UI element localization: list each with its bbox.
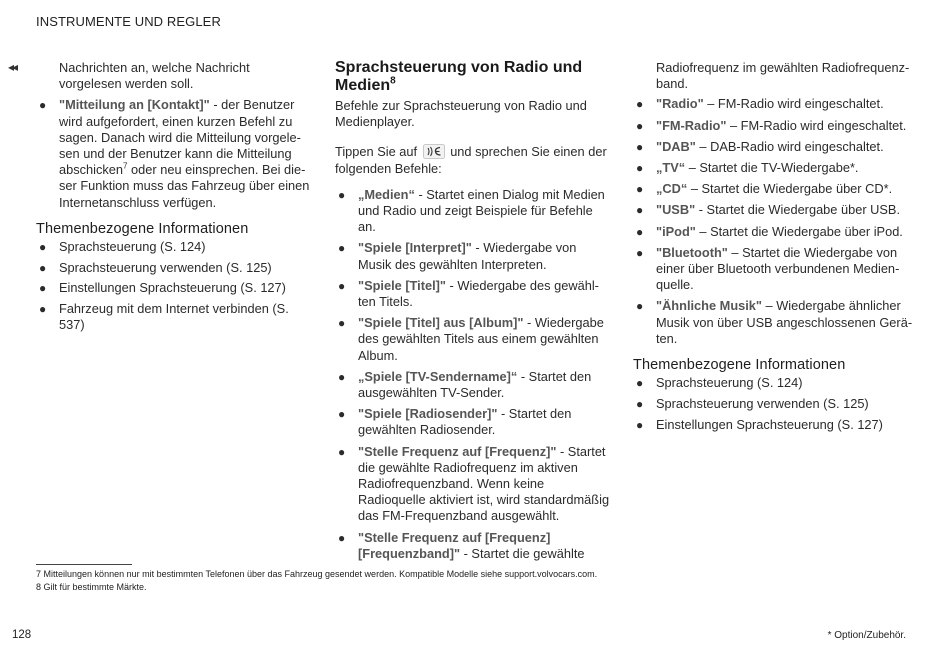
- bullet: ●: [338, 241, 346, 256]
- voice-command: "Bluetooth": [656, 244, 728, 260]
- instruction-text-b: und sprechen Sie einen der folgenden Befehle:: [335, 144, 607, 176]
- command-description: - Startet die gewählte Radiofrequenz im aktiven Radiofrequenzband. Wenn keine Radioquelle aktiviert ist, wird standardmäßig das FM-Frequenzband ausgewählt.: [358, 443, 610, 524]
- bullet: ●: [338, 187, 346, 202]
- related-link-item[interactable]: [36, 260, 311, 276]
- command-description: - Startet den gewählten Radiosender.: [358, 406, 572, 438]
- list-item: [633, 181, 913, 197]
- instruction-paragraph: [335, 144, 610, 176]
- voice-command: "Stelle Frequenz auf [Frequenz] [Frequenzband]": [358, 529, 551, 561]
- list-item: [633, 139, 913, 155]
- voice-command: "USB": [656, 202, 696, 218]
- section-title: [335, 59, 610, 95]
- voice-command: "Radio": [656, 96, 704, 112]
- voice-command: "Stelle Frequenz auf [Frequenz]": [358, 443, 557, 459]
- voice-command: „Medien“: [358, 186, 415, 202]
- voice-command: „Spiele [TV-Sendername]“: [358, 368, 518, 384]
- related-links: [633, 375, 913, 433]
- command-description: – FM-Radio wird eingeschaltet.: [726, 117, 907, 133]
- related-link-item[interactable]: [36, 280, 311, 296]
- related-info-title: Themenbezogene Informationen: [633, 357, 846, 374]
- footnote-number: 8: [36, 581, 42, 592]
- footnote-ref: 8: [390, 75, 396, 87]
- command-description: – Wiedergabe ähnlicher Musik von über USB angeschlossenen Geräten.: [656, 298, 913, 346]
- list-item: [633, 202, 913, 218]
- bullet: ●: [636, 97, 644, 112]
- voice-control-icon: [423, 144, 445, 159]
- bullet: ●: [636, 139, 644, 154]
- bullet: ●: [636, 224, 644, 239]
- list-item: [335, 369, 610, 401]
- related-link-item[interactable]: [36, 301, 311, 333]
- related-link-item[interactable]: [36, 239, 311, 255]
- bullet: ●: [39, 260, 47, 275]
- command-list: [36, 97, 311, 210]
- related-link[interactable]: Sprachsteuerung verwenden (S. 125): [59, 259, 272, 275]
- voice-command: „CD“: [656, 181, 688, 197]
- bullet: ●: [636, 161, 644, 176]
- command-description: – Startet die Wiedergabe über iPod.: [695, 223, 903, 239]
- list-item: [335, 240, 610, 272]
- list-item: [335, 187, 610, 236]
- command-description: - Wiedergabe des gewählten Titels aus einem gewählten Album.: [358, 315, 604, 363]
- voice-command: "Spiele [Titel]": [358, 277, 446, 293]
- bullet: ●: [338, 444, 346, 459]
- continuation-icon: ◂◂: [8, 60, 17, 74]
- bullet: ●: [39, 240, 47, 255]
- voice-command: "Ähnliche Musik": [656, 298, 762, 314]
- list-item: [335, 406, 610, 438]
- list-item: [633, 160, 913, 176]
- related-link-item[interactable]: [633, 396, 913, 412]
- voice-command: "Mitteilung an [Kontakt]": [59, 97, 210, 113]
- command-description: - Startet die Wiedergabe über USB.: [695, 202, 901, 218]
- list-item: [335, 530, 610, 562]
- list-item: [633, 298, 913, 347]
- list-item: [633, 118, 913, 134]
- bullet: ●: [636, 118, 644, 133]
- bullet: ●: [338, 369, 346, 384]
- bullet: ●: [636, 299, 644, 314]
- bullet: ●: [338, 407, 346, 422]
- related-link-item[interactable]: [633, 417, 913, 433]
- continued-paragraph: Nachrichten an, welche Nachricht vorgelesen werden soll.: [59, 60, 250, 92]
- voice-command: "Spiele [Titel] aus [Album]": [358, 315, 524, 331]
- bullet: ●: [636, 396, 644, 411]
- related-links: [36, 239, 311, 334]
- bullet: ●: [636, 182, 644, 197]
- column-3: [633, 60, 913, 437]
- list-item: [335, 278, 610, 310]
- instruction-text-a: Tippen Sie auf: [335, 144, 418, 160]
- continued-paragraph: Radiofrequenz im gewählten Radiofrequenzband.: [656, 60, 910, 92]
- command-description: – DAB-Radio wird eingeschaltet.: [695, 138, 884, 154]
- command-description-cont: oder neu einsprechen. Bei dieser Funktion muss das Fahrzeug über einen Internetanschluss verfügen.: [59, 162, 310, 210]
- list-item: [335, 315, 610, 364]
- related-link[interactable]: Fahrzeug mit dem Internet verbinden (S. 537): [59, 301, 289, 333]
- voice-command: "FM-Radio": [656, 117, 727, 133]
- footnote-divider: [36, 564, 132, 565]
- section-subtitle: Befehle zur Sprachsteuerung von Radio und Medienplayer.: [335, 98, 587, 130]
- footnote-number: 7: [36, 569, 42, 579]
- command-description: - Startet den ausgewählten TV-Sender.: [358, 368, 592, 401]
- command-description: – Startet die TV-Wiedergabe*.: [685, 160, 859, 176]
- list-item: [633, 96, 913, 112]
- footnote: [36, 581, 597, 594]
- related-link[interactable]: Sprachsteuerung verwenden (S. 125): [656, 395, 869, 411]
- page-number: 128: [12, 629, 32, 641]
- command-description: - Startet einen Dialog mit Medien und Radio und zeigt Beispiele für Befehle an.: [358, 186, 605, 235]
- bullet: ●: [39, 302, 47, 317]
- related-link[interactable]: Sprachsteuerung (S. 124): [656, 375, 803, 391]
- bullet: ●: [39, 281, 47, 296]
- command-description: - Startet die gewählte: [460, 545, 585, 561]
- footnote-ref: 7: [123, 161, 128, 171]
- command-list: [335, 187, 610, 562]
- command-description: – Startet die Wiedergabe über CD*.: [687, 181, 893, 197]
- command-description: – FM-Radio wird eingeschaltet.: [703, 96, 884, 112]
- voice-command: „TV“: [656, 160, 686, 176]
- footnote: [36, 568, 597, 581]
- command-description: - Wiedergabe des gewählten Titels.: [358, 277, 599, 310]
- section-title-text: Sprachsteuerung von Radio und Medien: [335, 59, 583, 94]
- option-note: * Option/Zubehör.: [827, 630, 906, 641]
- related-info-title: Themenbezogene Informationen: [36, 220, 249, 237]
- footnote-text: Gilt für bestimmte Märkte.: [43, 581, 147, 592]
- list-item: [335, 444, 610, 525]
- bullet: ●: [338, 530, 346, 545]
- list-item: [633, 245, 913, 294]
- related-link[interactable]: Einstellungen Sprachsteuerung (S. 127): [59, 280, 286, 296]
- column-1: [36, 60, 311, 338]
- command-list: [633, 96, 913, 347]
- list-item: [633, 224, 913, 240]
- voice-command: "Spiele [Radiosender]": [358, 406, 498, 422]
- bullet: ●: [636, 203, 644, 218]
- footnote-text: Mitteilungen können nur mit bestimmten Telefonen über das Fahrzeug gesendet werden. Kompatible Modelle siehe support.volvocars.com.: [43, 569, 598, 579]
- command-description: – Startet die Wiedergabe von einer über Bluetooth verbundenen Medienquelle.: [656, 244, 900, 293]
- bullet: ●: [636, 245, 644, 260]
- related-link-item[interactable]: [633, 375, 913, 391]
- bullet: ●: [338, 316, 346, 331]
- voice-command: "Spiele [Interpret]": [358, 240, 472, 256]
- command-description: - Wiedergabe von Musik des gewählten Interpreten.: [358, 240, 577, 272]
- related-link[interactable]: Sprachsteuerung (S. 124): [59, 239, 206, 255]
- page-header: INSTRUMENTE UND REGLER: [36, 14, 221, 29]
- bullet: ●: [636, 376, 644, 391]
- bullet: ●: [636, 417, 644, 432]
- footnotes: [36, 568, 597, 593]
- bullet: ●: [39, 98, 47, 113]
- command-description: - der Benutzer wird aufgefordert, einen kurzen Befehl zu sagen. Danach wird die Mitteilung vorgelesen und der Benutzer kann die Mitteilung abschicken: [59, 97, 301, 178]
- voice-command: "iPod": [656, 223, 696, 239]
- voice-command: "DAB": [656, 138, 696, 154]
- column-2: [335, 60, 610, 567]
- related-link[interactable]: Einstellungen Sprachsteuerung (S. 127): [656, 416, 883, 432]
- bullet: ●: [338, 278, 346, 293]
- list-item: [36, 97, 311, 210]
